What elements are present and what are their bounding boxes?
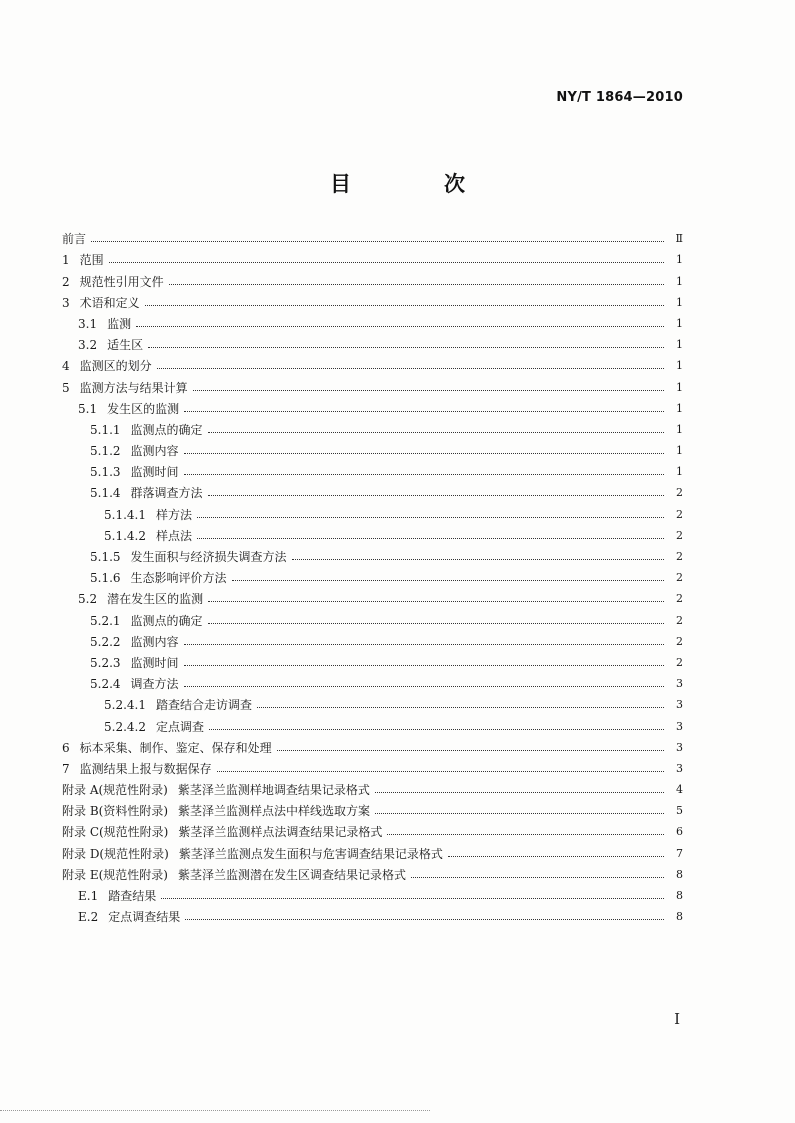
toc-entry-page: 8 xyxy=(676,867,683,881)
toc-entry-number: 附录 D(规范性附录) xyxy=(62,846,169,861)
toc-leader-dots xyxy=(387,834,664,835)
toc-entry-number: 附录 C(规范性附录) xyxy=(62,825,169,840)
toc-leader-dots xyxy=(184,644,664,645)
toc-entry-page: 1 xyxy=(676,401,683,415)
toc-entry-label: 监测时间 xyxy=(130,465,179,480)
toc-entry-label: 监测 xyxy=(107,316,132,331)
toc-leader-dots xyxy=(375,813,664,814)
toc-entry-page: 3 xyxy=(676,761,683,775)
toc-entry[interactable] xyxy=(62,500,683,521)
toc-entry-label: 踏查结合走访调查 xyxy=(155,698,252,713)
toc-entry-label: 规范性引用文件 xyxy=(79,274,164,289)
toc-entry-page: 1 xyxy=(676,253,683,267)
toc-entry-label: 紫茎泽兰监测样地调查结果记录格式 xyxy=(177,783,370,798)
toc-entry-page: 2 xyxy=(676,507,683,521)
toc-entry-label: 监测点的确定 xyxy=(130,613,203,628)
toc-entry-page: 3 xyxy=(676,719,683,733)
toc-entry-page: 1 xyxy=(676,338,683,352)
toc-entry-label: 发生面积与经济损失调查方法 xyxy=(130,550,287,564)
toc-entry-label: 紫茎泽兰监测潜在发生区调查结果记录格式 xyxy=(177,867,406,882)
toc-entry[interactable] xyxy=(62,437,683,458)
toc-entry[interactable] xyxy=(62,882,683,903)
toc-entry-page: 6 xyxy=(676,825,683,839)
toc-entry-number: 5.2.2 xyxy=(90,634,121,649)
toc-entry-page: 2 xyxy=(676,528,683,542)
toc-leader-dots xyxy=(193,390,664,391)
toc-leader-dots xyxy=(184,665,664,666)
toc-entry-label: 监测时间 xyxy=(130,655,179,670)
toc-entry-page: 2 xyxy=(676,571,683,585)
toc-entry-number: 附录 B(资料性附录) xyxy=(62,804,168,819)
toc-entry-number: 5.2.4.2 xyxy=(104,719,146,734)
toc-entry[interactable] xyxy=(62,458,683,479)
toc-entry-number: 4 xyxy=(62,359,70,374)
toc-entry-page: 2 xyxy=(676,634,683,648)
toc-leader-dots xyxy=(209,729,664,730)
toc-leader-dots xyxy=(232,580,664,581)
toc-entry-number: 3 xyxy=(62,295,70,310)
toc-entry-number: 5.1.4 xyxy=(90,486,121,501)
toc-entry-number: 3.1 xyxy=(78,316,98,331)
toc-leader-dots xyxy=(208,495,664,496)
toc-entry[interactable] xyxy=(62,289,683,310)
toc-entry-label: 群落调查方法 xyxy=(130,486,203,501)
toc-entry[interactable] xyxy=(62,395,683,416)
toc-entry-label: 紫茎泽兰监测点发生面积与危害调查结果记录格式 xyxy=(178,846,443,861)
toc-leader-dots xyxy=(292,559,664,560)
toc-entry-label: 定点调查 xyxy=(155,719,204,734)
toc-entry-page: 3 xyxy=(676,740,683,754)
toc-entry-number: 5.2.4 xyxy=(90,677,121,692)
toc-entry[interactable] xyxy=(62,818,683,839)
toc-entry[interactable] xyxy=(62,649,683,670)
toc-entry-number: 5.1 xyxy=(78,401,98,416)
toc-entry-label: 适生区 xyxy=(107,338,144,353)
toc-entry[interactable] xyxy=(62,310,683,331)
toc-entry[interactable] xyxy=(62,839,683,860)
toc-entry[interactable] xyxy=(62,861,683,882)
toc-entry[interactable] xyxy=(62,691,683,712)
standard-number: NY/T 1864—2010 xyxy=(556,90,683,105)
toc-entry[interactable] xyxy=(62,564,683,585)
toc-leader-dots xyxy=(161,898,664,899)
toc-leader-dots xyxy=(257,707,664,708)
toc-entry[interactable] xyxy=(62,522,683,543)
toc-entry[interactable] xyxy=(62,797,683,818)
toc-entry-label: 前言 xyxy=(62,232,87,247)
toc-entry-number: E.2 xyxy=(78,910,99,925)
toc-entry[interactable] xyxy=(62,628,683,649)
toc-entry-number: 7 xyxy=(62,761,70,776)
toc-entry-label: 范围 xyxy=(79,253,104,268)
toc-entry[interactable] xyxy=(62,776,683,797)
toc-entry-label: 生态影响评价方法 xyxy=(130,571,227,586)
toc-leader-dots xyxy=(148,347,664,348)
toc-entry-label: 紫茎泽兰监测样点法中样线选取方案 xyxy=(178,804,371,819)
toc-entry[interactable] xyxy=(62,331,683,352)
toc-leader-dots xyxy=(184,686,664,687)
toc-entry-label: 监测结果上报与数据保存 xyxy=(79,761,212,776)
toc-entry-label: 调查方法 xyxy=(130,677,179,692)
toc-entry[interactable] xyxy=(62,755,683,776)
toc-entry-label: 术语和定义 xyxy=(79,295,140,310)
toc-leader-dots xyxy=(169,284,664,285)
toc-entry-page: 5 xyxy=(676,804,683,818)
toc-entry-label: 监测方法与结果计算 xyxy=(79,380,188,395)
toc-entry-page: 1 xyxy=(676,465,683,479)
toc-entry[interactable] xyxy=(62,416,683,437)
toc-entry-label: 监测内容 xyxy=(130,634,179,649)
toc-leader-dots xyxy=(184,474,664,475)
toc-leader-dots xyxy=(185,919,664,920)
toc-entry-number: 5 xyxy=(62,380,70,395)
toc-leader-dots xyxy=(91,241,664,242)
toc-entry-page: 7 xyxy=(676,846,683,860)
toc-entry[interactable] xyxy=(62,352,683,373)
toc-leader-dots xyxy=(411,877,664,878)
toc-entry-page: 2 xyxy=(676,613,683,627)
toc-leader-dots xyxy=(448,856,664,857)
toc-entry-number: 5.2.4.1 xyxy=(104,698,146,713)
scan-edge-line xyxy=(0,1110,430,1111)
toc-entry-label: 监测区的划分 xyxy=(79,359,152,374)
toc-entry-label: 发生区的监测 xyxy=(107,401,180,416)
toc-entry-number: 5.2 xyxy=(78,592,98,607)
page-number: I xyxy=(674,1010,680,1028)
toc-entry-page: Ⅱ xyxy=(675,232,683,246)
toc-entry-page: 8 xyxy=(676,910,683,924)
toc-entry-number: 5.1.4.2 xyxy=(104,528,146,543)
toc-entry-page: 1 xyxy=(676,295,683,309)
toc-leader-dots xyxy=(157,368,664,369)
toc-entry-page: 3 xyxy=(676,698,683,712)
toc-entry[interactable] xyxy=(62,606,683,627)
toc-entry[interactable] xyxy=(62,670,683,691)
toc-leader-dots xyxy=(197,517,664,518)
toc-entry-label: 潜在发生区的监测 xyxy=(107,592,204,607)
toc-entry-page: 1 xyxy=(676,316,683,330)
toc-entry-label: 监测内容 xyxy=(130,444,179,459)
toc-leader-dots xyxy=(136,326,664,327)
toc-entry-page: 1 xyxy=(676,359,683,373)
toc-entry-page: 8 xyxy=(676,889,683,902)
toc-entry[interactable] xyxy=(62,585,683,606)
toc-entry-number: 5.1.5 xyxy=(90,550,121,564)
toc-entry-page: 2 xyxy=(676,486,683,500)
toc-leader-dots xyxy=(184,453,664,454)
toc-leader-dots xyxy=(217,771,664,772)
toc-leader-dots xyxy=(109,262,664,263)
toc-entry[interactable] xyxy=(62,903,683,924)
toc-leader-dots xyxy=(197,538,664,539)
toc-leader-dots xyxy=(208,601,664,602)
toc-entry-number: E.1 xyxy=(78,889,99,903)
toc-entry-label: 样点法 xyxy=(155,528,192,543)
toc-entry-page: 1 xyxy=(676,274,683,288)
toc-entry[interactable] xyxy=(62,373,683,394)
toc-entry-label: 定点调查结果 xyxy=(108,910,181,925)
toc-leader-dots xyxy=(208,432,664,433)
toc-entry-page: 2 xyxy=(676,655,683,669)
toc-entry[interactable] xyxy=(62,734,683,755)
toc-entry-number: 2 xyxy=(62,274,70,289)
table-of-contents xyxy=(62,225,683,924)
toc-leader-dots xyxy=(208,623,664,624)
toc-entry-page: 4 xyxy=(676,783,683,797)
toc-entry-number: 5.2.3 xyxy=(90,655,121,670)
toc-entry[interactable] xyxy=(62,543,683,564)
toc-entry-number: 6 xyxy=(62,740,70,755)
toc-leader-dots xyxy=(375,792,664,793)
toc-entry[interactable] xyxy=(62,225,683,246)
toc-entry[interactable] xyxy=(62,479,683,500)
toc-entry-page: 1 xyxy=(676,444,683,458)
toc-entry-page: 1 xyxy=(676,422,683,436)
toc-entry-number: 5.1.1 xyxy=(90,422,121,437)
toc-leader-dots xyxy=(184,411,664,412)
toc-entry-number: 5.1.3 xyxy=(90,465,121,480)
toc-entry-number: 5.1.4.1 xyxy=(104,507,146,522)
toc-entry-page: 2 xyxy=(676,550,683,563)
toc-entry-number: 5.1.2 xyxy=(90,444,121,459)
toc-entry-number: 附录 E(规范性附录) xyxy=(62,867,168,882)
toc-entry[interactable] xyxy=(62,267,683,288)
toc-entry[interactable] xyxy=(62,246,683,267)
toc-entry-label: 样方法 xyxy=(155,507,192,522)
toc-entry-label: 监测点的确定 xyxy=(130,422,203,437)
toc-entry-page: 3 xyxy=(676,677,683,691)
toc-entry-number: 1 xyxy=(62,253,70,268)
toc-entry-label: 踏查结果 xyxy=(108,889,157,903)
page-title: 目 次 xyxy=(330,172,501,196)
toc-leader-dots xyxy=(145,305,664,306)
toc-entry-number: 5.1.6 xyxy=(90,571,121,586)
toc-entry-page: 2 xyxy=(676,592,683,606)
toc-entry-number: 3.2 xyxy=(78,338,98,353)
toc-entry[interactable] xyxy=(62,712,683,733)
toc-leader-dots xyxy=(277,750,664,751)
toc-entry-number: 5.2.1 xyxy=(90,613,121,628)
toc-entry-label: 紫茎泽兰监测样点法调查结果记录格式 xyxy=(178,825,383,840)
toc-entry-page: 1 xyxy=(676,380,683,394)
toc-entry-number: 附录 A(规范性附录) xyxy=(62,783,168,798)
toc-entry-label: 标本采集、制作、鉴定、保存和处理 xyxy=(79,740,272,755)
